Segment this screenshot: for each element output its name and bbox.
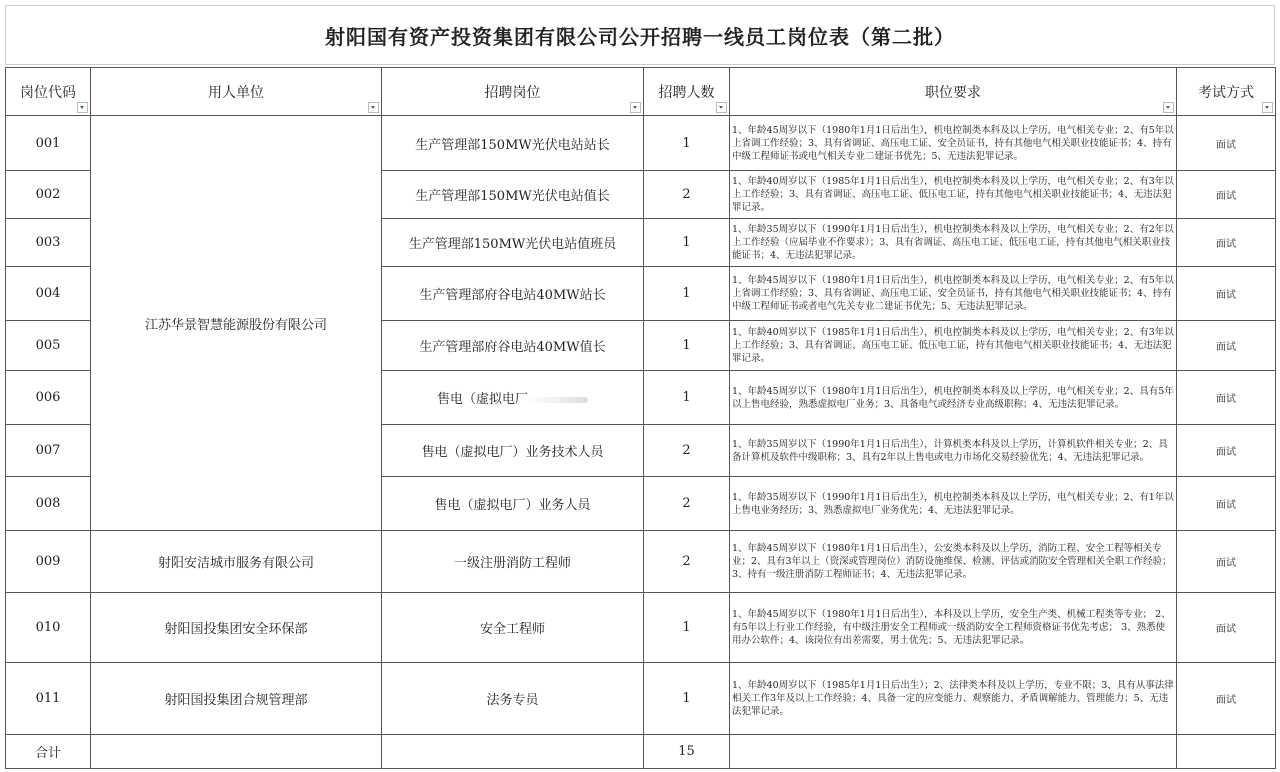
header-row [6,68,1276,116]
hire-count: 2 [644,531,730,593]
position-label: 生产管理部150MW光伏电站站长 [415,137,610,153]
filter-dropdown-icon[interactable] [716,102,727,113]
table-row [6,663,1276,735]
header-label: 用人单位 [208,84,264,101]
exam-method: 面试 [1177,321,1276,371]
position-code: 005 [6,321,91,371]
employer-unit: 江苏华景智慧能源股份有限公司 [91,116,382,531]
header-count [644,68,730,116]
empty-cell [382,735,644,769]
position-title [382,477,644,531]
job-requirements: 1、年龄45周岁以下（1980年1月1日后出生），机电控制类本科及以上学历，电气相关专业；2、具有5年以上售电经验，熟悉虚拟电厂业务；3、具备电气或经济专业高级职称；4、无违法犯罪记录。 [730,371,1177,425]
filter-dropdown-icon[interactable] [1163,102,1174,113]
exam-method: 面试 [1177,425,1276,477]
header-label: 考试方式 [1198,84,1254,101]
position-title [382,321,644,371]
total-count: 15 [644,735,730,769]
filter-dropdown-icon[interactable] [77,102,88,113]
header-unit [91,68,382,116]
position-title [382,171,644,219]
total-row [6,735,1276,769]
position-title [382,116,644,171]
position-title [382,425,644,477]
table-row [6,531,1276,593]
job-requirements: 1、年龄40周岁以下（1985年1月1日后出生），机电控制类本科及以上学历，电气相关专业；2、有3年以上工作经验；3、具有省调证、高压电工证、低压电工证，持有其他电气相关职业技能证书；4、无违法犯罪记录。 [730,171,1177,219]
exam-method: 面试 [1177,663,1276,735]
table-row [6,593,1276,663]
employer-unit: 射阳国投集团合规管理部 [91,663,382,735]
empty-cell [730,735,1177,769]
employer-unit: 射阳安洁城市服务有限公司 [91,531,382,593]
exam-method: 面试 [1177,371,1276,425]
position-code: 007 [6,425,91,477]
exam-method: 面试 [1177,116,1276,171]
position-label: 生产管理部府谷电站40MW站长 [419,288,606,303]
job-requirements: 1、年龄40周岁以下（1985年1月1日后出生），机电控制类本科及以上学历，电气相关专业；2、有3年以上工作经验；3、具有省调证、高压电工证、低压电工证，持有其他电气相关职业技能证书；4、无违法犯罪记录。 [730,321,1177,371]
table-row [6,116,1276,171]
position-label: 安全工程师 [479,622,545,637]
hire-count: 1 [644,663,730,735]
header-position [382,68,644,116]
header-label: 岗位代码 [20,84,76,101]
exam-method: 面试 [1177,531,1276,593]
job-requirements: 1、年龄45周岁以下（1980年1月1日后出生），本科及以上学历，安全生产类、机械工程类等专业； 2、有5年以上行业工作经验，有中级注册安全工程师或一级消防安全工程师资格证书优先考虑； 3、熟悉使用办公软件；4、该岗位有出差需要，男士优先；5、无违法犯罪记录。 [730,593,1177,663]
employer-unit: 射阳国投集团安全环保部 [91,593,382,663]
hire-count: 2 [644,425,730,477]
page-title: 射阳国有资产投资集团有限公司公开招聘一线员工岗位表（第二批） [5,5,1275,65]
redacted-blur [528,397,588,403]
header-requirements [730,68,1177,116]
job-requirements: 1、年龄45周岁以下（1980年1月1日后出生），机电控制类本科及以上学历，电气相关专业；2、有5年以上省调工作经验；3、具有省调证、高压电工证、安全员证书，持有其他电气相关职业技能证书；4、持有中级工程师证书或者电气先关专业二建证书优先；5、无违法犯罪记录。 [730,267,1177,321]
position-code: 003 [6,219,91,267]
header-label: 招聘岗位 [484,84,541,101]
job-requirements: 1、年龄40周岁以下（1985年1月1日后出生）；2、法律类本科及以上学历，专业不限；3、具有从事法律相关工作3年及以上工作经验；4、具备一定的应变能力、观察能力、矛盾调解能力、管理能力；5、无违法犯罪记录。 [730,663,1177,735]
filter-dropdown-icon[interactable] [1262,102,1273,113]
hire-count: 1 [644,321,730,371]
position-title [382,663,644,735]
position-code: 010 [6,593,91,663]
exam-method: 面试 [1177,267,1276,321]
job-requirements: 1、年龄35周岁以下（1990年1月1日后出生），计算机类本科及以上学历，计算机软件相关专业；2、具备计算机及软件中级职称；3、具有2年以上售电或电力市场化交易经验优先；4、无违法犯罪记录。 [730,425,1177,477]
position-label: 一级注册消防工程师 [453,556,571,571]
exam-method: 面试 [1177,219,1276,267]
position-code: 006 [6,371,91,425]
position-label: 售电（虚拟电厂）业务技术人员 [421,445,604,460]
position-label: 法务专员 [486,693,539,708]
position-title [382,219,644,267]
position-title [382,371,644,425]
positions-table [5,67,1276,769]
hire-count: 1 [644,267,730,321]
position-code: 004 [6,267,91,321]
exam-method: 面试 [1177,593,1276,663]
header-exam [1177,68,1276,116]
hire-count: 1 [644,219,730,267]
position-code: 009 [6,531,91,593]
empty-cell [91,735,382,769]
position-title [382,267,644,321]
header-label: 职位要求 [925,84,981,101]
filter-dropdown-icon[interactable] [368,102,379,113]
position-label: 生产管理部150MW光伏电站值长 [415,189,610,204]
position-label: 售电（虚拟电厂 [436,392,528,407]
job-requirements: 1、年龄45周岁以下（1980年1月1日后出生），机电控制类本科及以上学历，电气相关专业；2、有5年以上省调工作经验；3、具有省调证、高压电工证、安全员证书，持有其他电气相关职业技能证书；4、持有中级工程师证书或电气相关专业二建证书优先；5、无违法犯罪记录。 [730,116,1177,171]
position-code: 008 [6,477,91,531]
hire-count: 1 [644,371,730,425]
hire-count: 1 [644,593,730,663]
hire-count: 2 [644,171,730,219]
position-code: 001 [6,116,91,171]
hire-count: 1 [644,116,730,171]
total-label: 合计 [6,735,91,769]
position-title [382,531,644,593]
job-requirements: 1、年龄35周岁以下（1990年1月1日后出生），机电控制类本科及以上学历，电气相关专业；2、有2年以上工作经验（应届毕业不作要求）；3、具有省调证、高压电工证、低压电工证，持有其他电气相关职业技能证书；4、无违法犯罪记录。 [730,219,1177,267]
position-code: 002 [6,171,91,219]
position-title [382,593,644,663]
filter-dropdown-icon[interactable] [630,102,641,113]
header-code [6,68,91,116]
position-label: 售电（虚拟电厂）业务人员 [434,498,591,513]
exam-method: 面试 [1177,171,1276,219]
position-label: 生产管理部府谷电站40MW值长 [419,340,606,355]
exam-method: 面试 [1177,477,1276,531]
job-requirements: 1、年龄35周岁以下（1990年1月1日后出生），机电控制类本科及以上学历，电气相关专业；2、有1年以上售电业务经历；3、熟悉虚拟电厂业务优先；4、无违法犯罪记录。 [730,477,1177,531]
hire-count: 2 [644,477,730,531]
job-requirements: 1、年龄45周岁以下（1980年1月1日后出生），公安类本科及以上学历，消防工程、安全工程等相关专业；2、具有3年以上（资深或管理岗位）消防设施维保、检测、评估或消防安全管理相关全职工作经验；3、持有一级注册消防工程师证书；4、无违法犯罪记录。 [730,531,1177,593]
empty-cell [1177,735,1276,769]
position-code: 011 [6,663,91,735]
header-label: 招聘人数 [658,84,715,101]
position-label: 生产管理部150MW光伏电站值班员 [408,237,617,252]
